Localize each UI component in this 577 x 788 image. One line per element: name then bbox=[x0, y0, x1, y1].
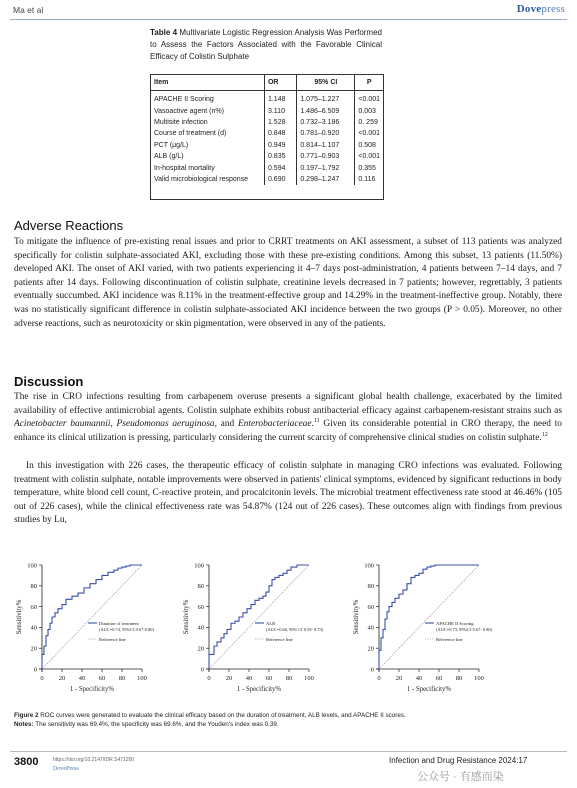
citation-12[interactable]: 12 bbox=[541, 431, 548, 438]
journal-citation: Infection and Drug Resistance 2024:17 bbox=[389, 756, 528, 765]
legend-auc-label: (AUC=0.73, 95%CI 0.67- 0.80) bbox=[436, 627, 493, 632]
x-axis-label: 1 - Specificity% bbox=[69, 686, 115, 693]
cell-or: 0.835 bbox=[264, 151, 296, 162]
x-axis-label: 1 - Specificity% bbox=[236, 686, 282, 693]
cell-p: 0.355 bbox=[358, 164, 376, 172]
x-tick-label: 60 bbox=[435, 675, 443, 682]
footer-divider bbox=[10, 751, 567, 752]
col-header-or: OR bbox=[264, 75, 296, 91]
roc-chart-duration bbox=[5, 553, 195, 703]
legend-reference-label: Reference line bbox=[266, 636, 293, 642]
y-axis-label: Sensitivity% bbox=[183, 599, 190, 635]
cell-or: 0.848 bbox=[264, 128, 296, 139]
legend-reference-label: Reference line bbox=[436, 636, 463, 642]
table-row bbox=[151, 151, 383, 162]
header-divider bbox=[10, 19, 567, 20]
legend-curve-label: ALB bbox=[266, 620, 276, 626]
y-axis-label: Sensitivity% bbox=[16, 599, 23, 635]
y-tick-label: 60 bbox=[30, 603, 37, 611]
y-tick-label: 0 bbox=[33, 666, 37, 674]
table-row bbox=[151, 162, 383, 173]
paragraph-adverse-reactions: To mitigate the influence of pre-existing renal issues and prior to CRRT treatments on AKI assessment, a subset of 113 patients was analyzed specifically for colistin sulphate-associated AKI, excluding those with these pre-existing conditions. Among this subset, 13 patients (11.50%) developed AKI. The onset of AKI varied, with two patients experiencing it 4–7 days post-administration, 4 patients between 7–14 days, and 7 patients after 14 days. Following discontinuation of colistin sulphate, creatinine levels decreased in 7 patients; however, regrettably, 3 patients eventually succumbed. AKI incidence was 8.11% in the treatment-effective group and 14.29% in the treatment-ineffective group. Notably, there was no statistically significant difference in colistin sulphate-associated AKI incidence between the two groups (P > 0.05). Moreover, no other adverse reactions, such as neurotoxicity or skin pigmentation, were observed in any of the patients. bbox=[14, 237, 562, 329]
cell-or: 1.528 bbox=[264, 117, 296, 128]
y-tick-label: 0 bbox=[200, 666, 204, 674]
cell-ci: 0.781–0.920 bbox=[297, 128, 355, 139]
reference-line bbox=[209, 565, 309, 669]
table-row bbox=[151, 117, 383, 128]
y-tick-label: 80 bbox=[367, 583, 374, 591]
figure-caption: Figure 2 ROC curves were generated to evaluate the clinical efficacy based on the duration of treatment, ALB levels, and APACHE II scores. Notes: The sensitivity was 69.4%, the specificity was 69.6%, and the Youden's index was 0.39. bbox=[14, 712, 406, 728]
y-tick-label: 40 bbox=[30, 624, 37, 632]
y-tick-label: 40 bbox=[197, 624, 204, 632]
y-tick-label: 0 bbox=[370, 666, 374, 674]
cell-or: 3.110 bbox=[264, 105, 296, 116]
roc-chart-apache bbox=[342, 553, 532, 703]
cell-p: 0.508 bbox=[358, 141, 376, 149]
y-tick-label: 100 bbox=[194, 562, 204, 570]
cell-item: Course of treatment (d) bbox=[151, 128, 264, 139]
doi-link[interactable]: https://doi.org/10.2147/IDR.S471200 bbox=[53, 757, 135, 763]
cell-ci: 1.075–1.227 bbox=[297, 91, 355, 106]
table-row bbox=[151, 91, 383, 106]
footer-dovepress-logo[interactable]: DovePress bbox=[53, 766, 79, 772]
cell-ci: 0.197–1.792 bbox=[297, 162, 355, 173]
cell-or: 0.690 bbox=[264, 174, 296, 185]
cell-p: 0.003 bbox=[358, 107, 376, 115]
cell-ci: 0.732–3.186 bbox=[297, 117, 355, 128]
cell-or: 0.949 bbox=[264, 140, 296, 151]
y-tick-label: 20 bbox=[30, 645, 37, 653]
y-tick-label: 20 bbox=[367, 645, 374, 653]
x-tick-label: 80 bbox=[285, 675, 293, 682]
x-tick-label: 60 bbox=[98, 675, 106, 682]
cell-p: 0. 259 bbox=[358, 118, 378, 126]
paragraph-discussion-2: In this investigation with 226 cases, the therapeutic efficacy of colistin sulphate in managing CRO infections was evaluated. Following treatment with colistin sulphate, notable improvements were observed in patients' clinical symptoms, evidenced by significant reductions in body temperature, white blood cell count, C-reactive protein, and procalcitonin levels. The microbial treatment effectiveness rate stood at 46.46% (105 out of 226 cases), while the clinical effectiveness rate was 54.87% (124 out of 226 cases). These outcomes align with findings from previous studies by Lu, bbox=[14, 461, 562, 526]
y-tick-label: 20 bbox=[197, 645, 204, 653]
cell-ci: 0.814–1.107 bbox=[297, 140, 355, 151]
cell-or: 0.594 bbox=[264, 162, 296, 173]
y-tick-label: 40 bbox=[367, 624, 374, 632]
x-tick-label: 100 bbox=[304, 675, 314, 682]
table-row bbox=[151, 105, 383, 116]
figure-label: Figure 2 bbox=[14, 712, 39, 719]
y-tick-label: 80 bbox=[197, 583, 204, 591]
table-label: Table 4 bbox=[150, 28, 178, 37]
notes-label: Notes: bbox=[14, 721, 34, 728]
table-row bbox=[151, 140, 383, 151]
table-row bbox=[151, 174, 383, 185]
roc-chart-alb bbox=[172, 553, 362, 703]
running-header-author: Ma et al bbox=[13, 5, 44, 15]
x-tick-label: 20 bbox=[395, 675, 403, 682]
reference-line bbox=[379, 565, 479, 669]
cell-or: 1.148 bbox=[264, 91, 296, 106]
y-tick-label: 100 bbox=[27, 562, 37, 570]
x-tick-label: 0 bbox=[40, 675, 44, 682]
col-header-ci: 95% CI bbox=[297, 75, 355, 91]
paragraph-discussion-1: The rise in CRO infections resulting from carbapenem overuse presents a significant global health challenge, exacerbated by the limited availability of effective antimicrobial agents. Colistin sulphate exhibits robust antibacterial efficacy against carbapenem-resistant strains such as Acinetobacter baumannii, Pseudomonas aeruginosa, and Enterobacteriaceae.$^{11}$ Given its considerable potential in CRO therapy, the need to enhance its clinical utilization is pressing, particularly considering the current scarcity of comprehensive clinical studies on colistin sulphate.$^{12}$ bbox=[14, 392, 562, 443]
table-header-row bbox=[151, 75, 383, 91]
cell-item: Valid microbiological response bbox=[151, 174, 264, 185]
legend-auc-label: (AUC=0.74, 95%CI 0.67-0.80) bbox=[99, 627, 154, 632]
publisher-logo[interactable]: Dovepress bbox=[516, 3, 565, 15]
cell-ci: 1.486–6.509 bbox=[297, 105, 355, 116]
y-axis-label: Sensitivity% bbox=[353, 599, 360, 635]
cell-item: Vasoactive agent (n%) bbox=[151, 105, 264, 116]
heading-discussion: Discussion bbox=[14, 374, 84, 389]
table-row bbox=[151, 128, 383, 139]
cell-item: ALB (g/L) bbox=[151, 151, 264, 162]
y-tick-label: 100 bbox=[364, 562, 374, 570]
x-tick-label: 40 bbox=[78, 675, 86, 682]
x-tick-label: 80 bbox=[118, 675, 126, 682]
cell-p: 0.116 bbox=[358, 175, 376, 183]
x-tick-label: 20 bbox=[225, 675, 233, 682]
y-tick-label: 60 bbox=[367, 603, 374, 611]
x-tick-label: 40 bbox=[415, 675, 423, 682]
x-tick-label: 100 bbox=[137, 675, 147, 682]
species-name-enterobacteriaceae: Enterobacteriaceae bbox=[237, 419, 312, 430]
y-tick-label: 60 bbox=[197, 603, 204, 611]
x-tick-label: 100 bbox=[474, 675, 484, 682]
cell-ci: 0.298–1.247 bbox=[297, 174, 355, 185]
x-tick-label: 20 bbox=[58, 675, 66, 682]
y-tick-label: 80 bbox=[30, 583, 37, 591]
x-tick-label: 0 bbox=[207, 675, 211, 682]
cell-p: <0.001 bbox=[358, 153, 380, 161]
cell-p: <0.001 bbox=[358, 130, 380, 138]
x-tick-label: 60 bbox=[265, 675, 273, 682]
col-header-p: P bbox=[355, 75, 383, 91]
watermark: 公众号 · 有感而染 bbox=[417, 771, 504, 783]
table-caption-text: Multivariate Logistic Regression Analysis Was Performed to Assess the Factors Associated with the Favorable Clinical Efficacy of Colistin Sulphate bbox=[150, 28, 382, 61]
heading-adverse-reactions: Adverse Reactions bbox=[14, 218, 124, 233]
citation-11[interactable]: 11 bbox=[313, 418, 320, 425]
regression-table bbox=[150, 74, 384, 200]
species-names: Acinetobacter baumannii, Pseudomonas aeruginosa bbox=[14, 419, 215, 430]
legend-curve-label: APACHE II Scoring bbox=[436, 620, 474, 626]
cell-ci: 0.771–0.903 bbox=[297, 151, 355, 162]
cell-item: APACHE II Scoring bbox=[151, 91, 264, 106]
cell-item: In-hospital mortality bbox=[151, 162, 264, 173]
x-tick-label: 40 bbox=[245, 675, 253, 682]
table-caption bbox=[150, 27, 382, 63]
cell-p: <0.001 bbox=[358, 96, 380, 104]
cell-item: PCT (μg/L) bbox=[151, 140, 264, 151]
x-axis-label: 1 - Specificity% bbox=[406, 686, 452, 693]
legend-curve-label: Duration of treatment bbox=[99, 620, 139, 626]
page-number: 3800 bbox=[14, 756, 39, 768]
x-tick-label: 0 bbox=[377, 675, 381, 682]
reference-line bbox=[42, 565, 142, 669]
legend-auc-label: (AUC=0.66, 95% CI 0.59- 0.73) bbox=[266, 627, 324, 632]
col-header-item: Item bbox=[151, 75, 264, 91]
legend-reference-label: Reference line bbox=[99, 636, 126, 642]
cell-item: Multisite infection bbox=[151, 117, 264, 128]
x-tick-label: 80 bbox=[455, 675, 463, 682]
